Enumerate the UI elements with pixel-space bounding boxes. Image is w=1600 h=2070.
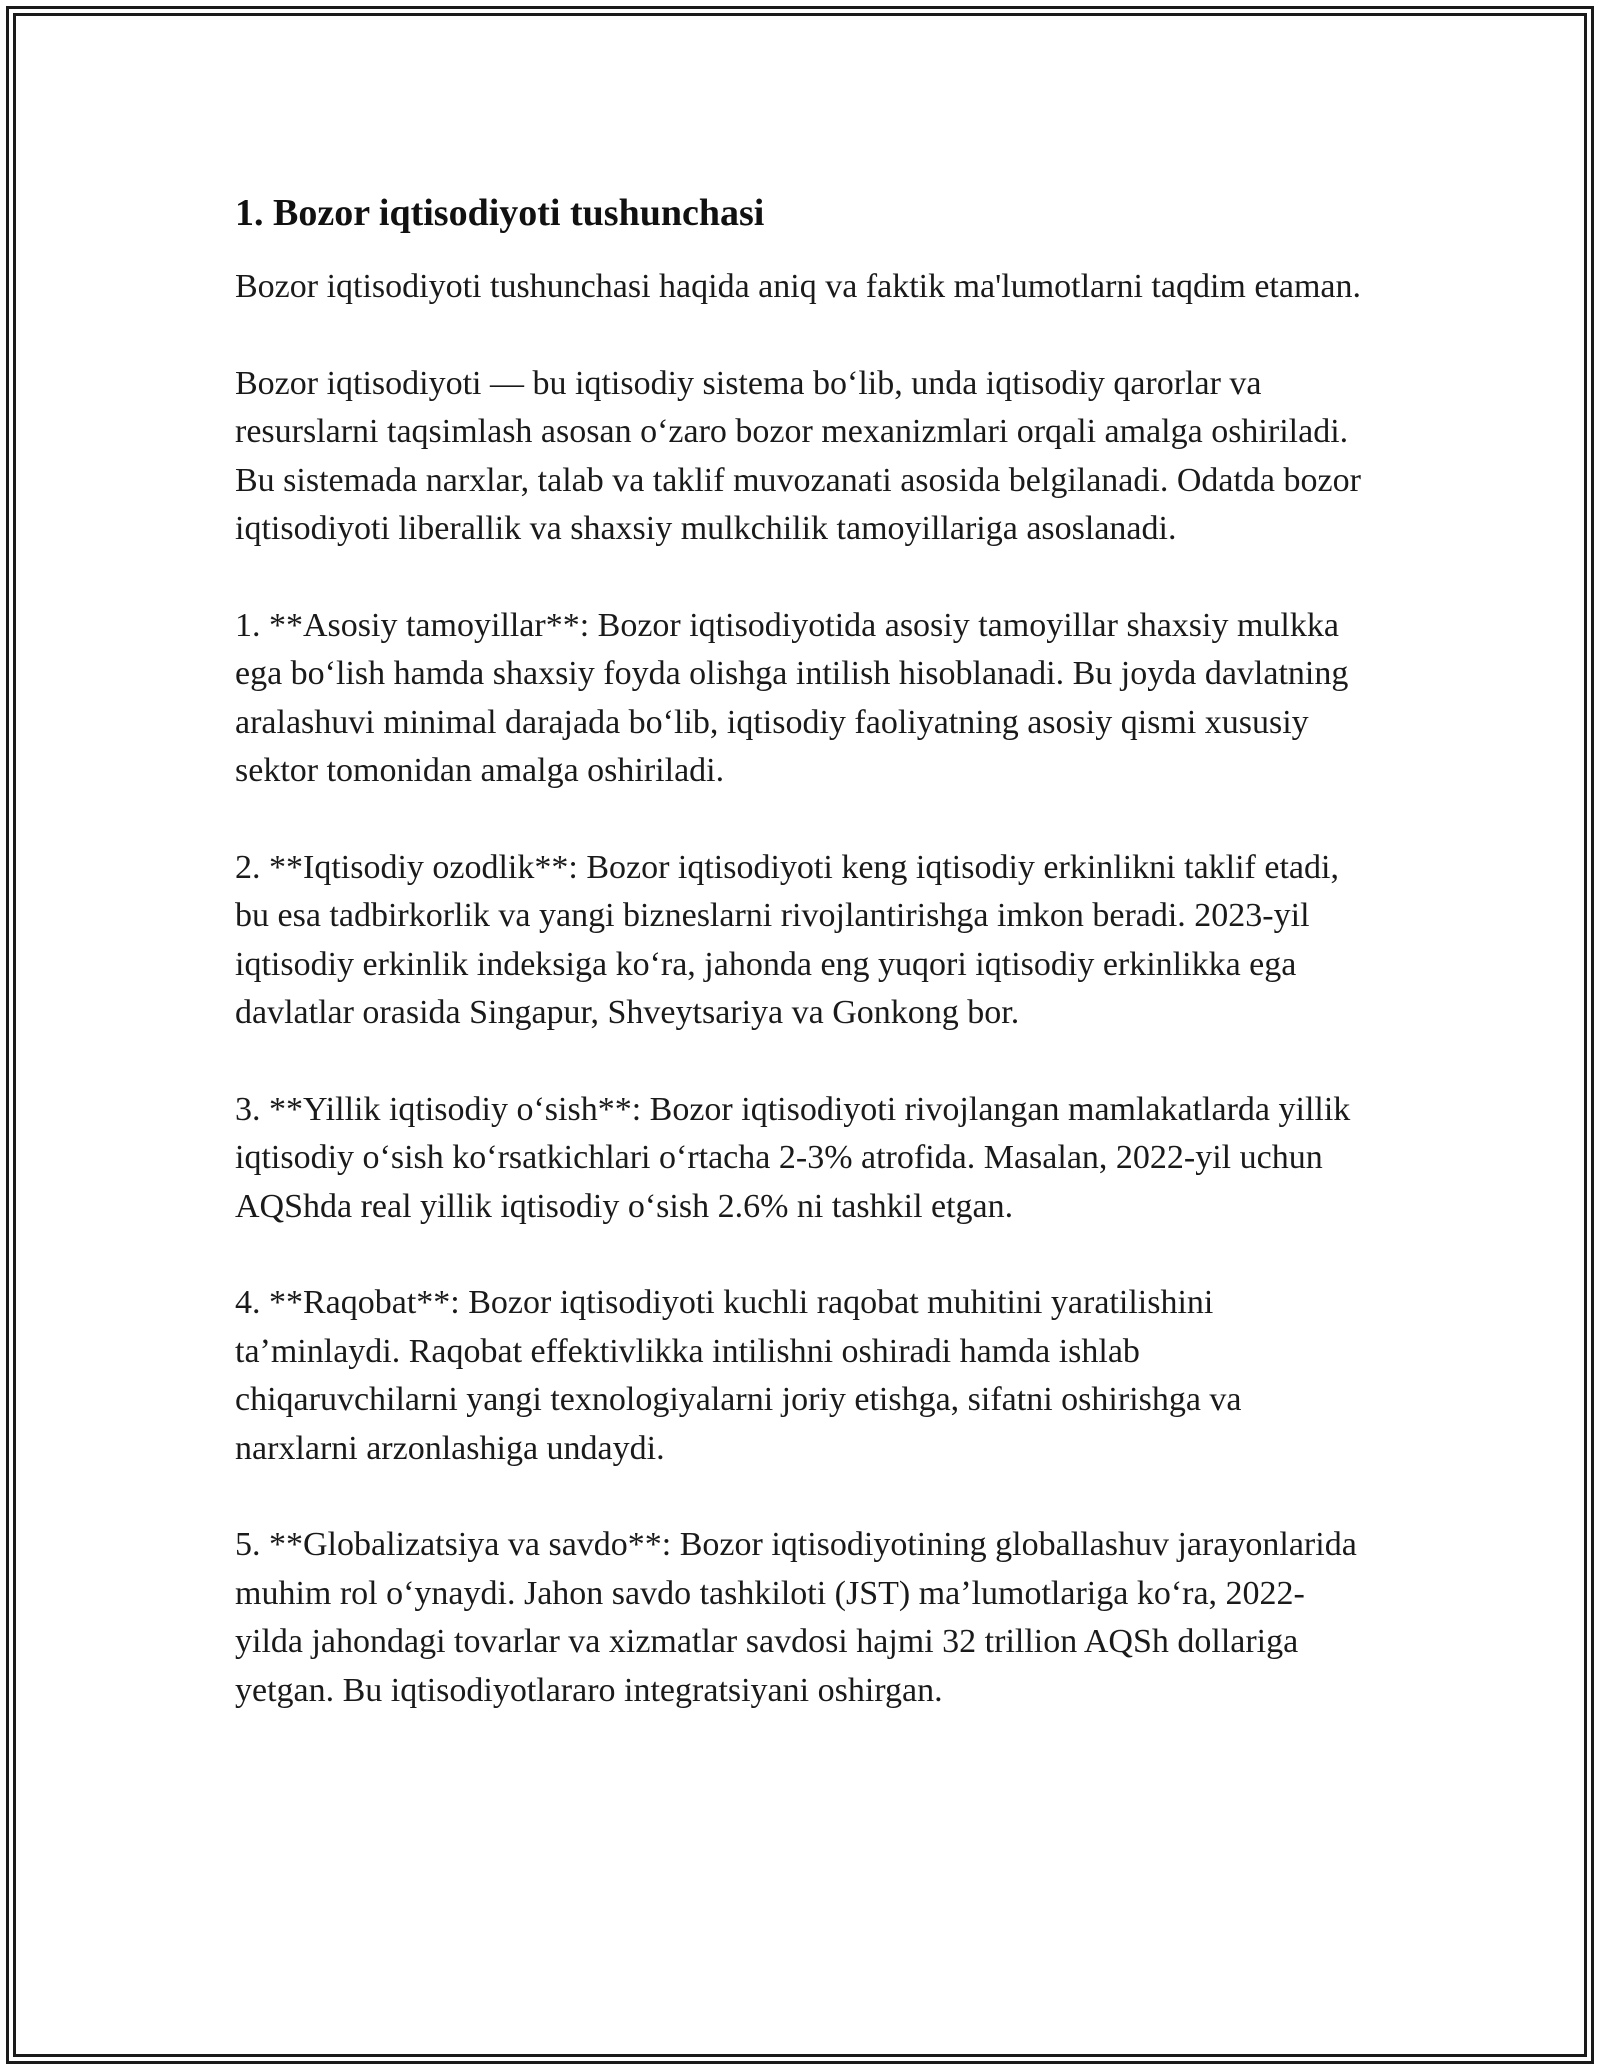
list-item-competition: 4. **Raqobat**: Bozor iqtisodiyoti kuchli raqobat muhitini yaratilishini taʼminlaydi. Raqobat effektivlikka intilishni oshiradi hamda ishlab chiqaruvchilarni yangi texnologiyalarni joriy etishga, sifatni oshirishga va narxlarni arzonlashiga undaydi. — [235, 1284, 1242, 1467]
intro-paragraph: Bozor iqtisodiyoti tushunchasi haqida aniq va faktik ma'lumotlarni taqdim etaman. — [235, 268, 1362, 305]
section-heading: 1. Bozor iqtisodiyoti tushunchasi — [235, 192, 765, 234]
definition-paragraph: Bozor iqtisodiyoti — bu iqtisodiy sistema boʻlib, unda iqtisodiy qarorlar va resurslarni taqsimlash asosan oʻzaro bozor mexanizmlari orqali amalga oshiriladi. Bu sistemada narxlar, talab va taklif muvozanati asosida belgilanadi. Odatda bozor iqtisodiyoti liberallik va shaxsiy mulkchilik tamoyillariga asoslanadi. — [235, 364, 1361, 547]
list-item-principles: 1. **Asosiy tamoyillar**: Bozor iqtisodiyotida asosiy tamoyillar shaxsiy mulkka ega boʻlish hamda shaxsiy foyda olishga intilish hisoblanadi. Bu joyda davlatning aralashuvi minimal darajada boʻlib, iqtisodiy faoliyatning asosiy qismi xususiy sektor tomonidan amalga oshiriladi. — [235, 606, 1349, 789]
list-item-globalization: 5. **Globalizatsiya va savdo**: Bozor iqtisodiyotining globallashuv jarayonlarida muhim rol oʻynaydi. Jahon savdo tashkiloti (JST) maʼlumotlariga koʻra, 2022-yilda jahondagi tovarlar va xizmatlar savdosi hajmi 32 trillion AQSh dollariga yetgan. Bu iqtisodiyotlararo integratsiyani oshirgan. — [235, 1526, 1357, 1709]
list-item-economic-freedom: 2. **Iqtisodiy ozodlik**: Bozor iqtisodiyoti keng iqtisodiy erkinlikni taklif etadi, bu esa tadbirkorlik va yangi bizneslarni rivojlantirishga imkon beradi. 2023-yil iqtisodiy erkinlik indeksiga koʻra, jahonda eng yuqori iqtisodiy erkinlikka ega davlatlar orasida Singapur, Shveytsariya va Gonkong bor. — [235, 848, 1339, 1031]
document-body — [235, 185, 1370, 1715]
list-item-annual-growth: 3. **Yillik iqtisodiy oʻsish**: Bozor iqtisodiyoti rivojlangan mamlakatlarda yillik iqtisodiy oʻsish koʻrsatkichlari oʻrtacha 2-3% atrofida. Masalan, 2022-yil uchun AQShda real yillik iqtisodiy oʻsish 2.6% ni tashkil etgan. — [235, 1090, 1351, 1225]
